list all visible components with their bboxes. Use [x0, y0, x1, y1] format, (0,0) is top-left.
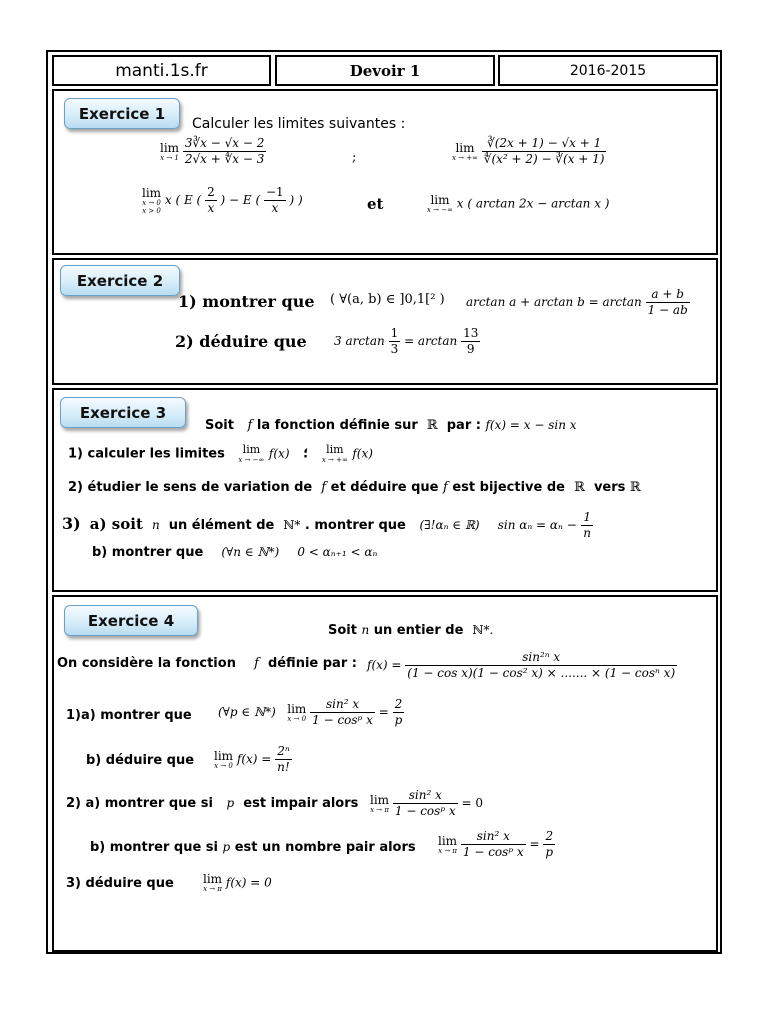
- expression-part: 3 arctan: [334, 334, 385, 348]
- fraction-denominator: n!: [277, 760, 290, 774]
- text-part: b) déduire que: [86, 753, 195, 768]
- ex3-q2: [68, 480, 641, 495]
- lim-subscript: x → π: [370, 805, 389, 814]
- fraction-numerator: 2ⁿ: [275, 744, 292, 760]
- ex3-q1: [68, 444, 373, 464]
- lim-operator: lim: [242, 443, 261, 456]
- expression-part: x ( E (: [164, 193, 202, 207]
- lim-subscript: x → 0: [142, 198, 161, 207]
- expression-part: =: [378, 705, 389, 719]
- lim-operator: lim: [438, 833, 458, 848]
- text-part: et déduire que: [330, 480, 439, 495]
- fraction-denominator: p: [394, 713, 403, 727]
- expression-part: ) ): [289, 193, 303, 207]
- ex4-intro: [328, 623, 493, 638]
- fraction-numerator: sin² x: [393, 788, 458, 804]
- text-part: a) soit: [89, 515, 143, 533]
- separator: ؛: [303, 446, 309, 462]
- math-symbol: p: [226, 796, 235, 810]
- lim-operator: lim: [142, 185, 162, 200]
- text-part: 2) étudier le sens de variation de: [68, 480, 313, 495]
- text-part: b) montrer que si: [90, 840, 218, 855]
- math-symbol: f: [321, 480, 327, 495]
- text-part: Soit: [328, 623, 357, 638]
- math-expression: sin αₙ = αₙ −: [497, 518, 577, 532]
- fraction-numerator: ∛(2x + 1) − √x + 1: [482, 136, 607, 152]
- lim-operator: lim: [203, 872, 223, 886]
- lim-subscript: x → π: [203, 885, 222, 893]
- ex4-function: [367, 650, 677, 681]
- lim-operator: lim: [326, 443, 344, 456]
- site-name: manti.1s.fr: [52, 55, 271, 86]
- expression-part: f(x) =: [367, 658, 402, 672]
- text-part: 3): [62, 514, 81, 533]
- fraction-denominator: 9: [466, 342, 475, 356]
- expression-part: x ( arctan 2x − arctan x ): [456, 196, 610, 211]
- math-expression: f(x): [352, 446, 373, 461]
- math-symbol: p: [222, 840, 231, 854]
- fraction-numerator: 1: [581, 510, 593, 526]
- lim-subscript: x → 0: [287, 714, 307, 723]
- math-symbol: f: [443, 480, 448, 495]
- lim-operator: lim: [430, 193, 450, 207]
- ex4-q1b: [86, 753, 194, 768]
- ex1-limit-4: [427, 194, 610, 214]
- fraction-numerator: 2: [393, 697, 405, 713]
- fraction-numerator: sin² x: [461, 829, 526, 845]
- text-part: définie par :: [267, 656, 357, 671]
- expression-part: arctan a + arctan b = arctan: [466, 295, 642, 309]
- math-symbol: ℕ*.: [472, 623, 494, 637]
- fraction-numerator: −1: [265, 185, 284, 199]
- ex2-q1-equation: [466, 287, 690, 318]
- math-symbol: n: [361, 623, 370, 637]
- text-part: 3) déduire que: [66, 876, 174, 891]
- math-expression: (∀p ∈ ℕ*): [218, 705, 276, 719]
- lim-operator: lim: [287, 701, 307, 716]
- ex4-q1a: [66, 708, 192, 723]
- math-symbol: ℝ: [629, 480, 641, 495]
- ex4-q3-math: [203, 873, 272, 893]
- exercise-1-tag: Exercice 1: [64, 98, 180, 129]
- lim-subscript: x → +∞: [321, 456, 348, 464]
- math-expression: f(x) = x − sin x: [485, 418, 577, 432]
- school-year: 2016-2015: [498, 55, 718, 86]
- fraction-denominator: 2√x + ∜x − 3: [184, 152, 265, 166]
- document-title: Devoir 1: [275, 55, 495, 86]
- text-part: est bijective de: [452, 480, 565, 495]
- fraction-denominator: 1 − ab: [647, 303, 688, 317]
- math-expression: 0 < αₙ₊₁ < αₙ: [297, 545, 378, 559]
- ex1-limit-2: [452, 136, 606, 167]
- math-symbol: ℝ: [574, 480, 585, 495]
- lim-operator: lim: [455, 140, 475, 155]
- fraction-denominator: n: [583, 526, 592, 540]
- exercise-4-box: [52, 595, 718, 952]
- math-symbol: ℝ: [426, 418, 438, 433]
- exercise-2-tag: Exercice 2: [60, 265, 180, 296]
- fraction-numerator: 13: [463, 326, 479, 340]
- fraction-denominator: x: [207, 201, 215, 215]
- lim-operator: lim: [214, 748, 234, 763]
- fraction-denominator: ∜(x² + 2) − ∛(x + 1): [483, 152, 605, 166]
- ex1-limit-1: [160, 136, 266, 167]
- text-part: par :: [446, 418, 481, 433]
- ex1-separator: ;: [352, 150, 357, 165]
- ex4-q2a: [66, 796, 358, 811]
- ex4-q2b: [90, 840, 416, 855]
- lim-subscript: x → 0: [214, 761, 233, 770]
- expression-part: =: [529, 837, 540, 851]
- fraction-denominator: 1 − cosᵖ x: [394, 804, 456, 818]
- text-part: la fonction définie sur: [256, 418, 418, 433]
- fraction-numerator: 2: [543, 829, 555, 845]
- lim-subscript: x → −∞: [238, 456, 265, 464]
- text-part: vers: [593, 480, 626, 495]
- fraction-numerator: 2: [207, 185, 215, 199]
- text-part: 2) a) montrer que si: [66, 796, 213, 811]
- fraction-denominator: 3: [390, 342, 399, 356]
- lim-subscript: x → 1: [160, 153, 179, 162]
- fraction-denominator: x: [271, 201, 279, 215]
- text-part: 1)a) montrer que: [66, 708, 192, 723]
- ex3-q3b: [92, 545, 377, 560]
- fraction-denominator: (1 − cos x)(1 − cos² x) × ....... × (1 − cosⁿ x): [407, 666, 676, 680]
- fraction-denominator: 1 − cosᵖ x: [312, 713, 373, 727]
- lim-subscript: x → −∞: [427, 206, 453, 214]
- fraction-numerator: 1: [390, 326, 399, 340]
- fraction-numerator: a + b: [646, 287, 690, 303]
- ex1-and: et: [367, 195, 384, 213]
- text-part: . montrer que: [304, 518, 406, 533]
- ex1-limit-3: [142, 185, 303, 216]
- lim-subscript: x → +∞: [452, 153, 478, 162]
- exercise-4-tag: Exercice 4: [64, 605, 198, 636]
- ex4-q2b-math: [438, 829, 555, 860]
- expression-part: = 0: [461, 796, 484, 810]
- text-part: On considère la fonction: [57, 656, 236, 671]
- text-part: Soit: [205, 418, 234, 433]
- text-part: b) montrer que: [92, 545, 204, 560]
- ex4-q3: [66, 876, 174, 891]
- text-part: un entier de: [373, 623, 464, 638]
- lim-operator: lim: [370, 792, 390, 807]
- math-symbol: n: [151, 518, 160, 532]
- text-part: un élément de: [168, 518, 275, 533]
- ex2-q1-quantifier: ( ∀(a, b) ∈ ]0,1[² ): [330, 292, 445, 307]
- expression-part: = arctan: [404, 334, 458, 348]
- ex2-q2-equation: [334, 326, 480, 357]
- lim-subscript: x → π: [438, 846, 457, 855]
- ex4-q1a-math: [218, 697, 404, 728]
- fraction-denominator: 1 − cosᵖ x: [462, 845, 524, 859]
- expression-part: f(x) = 0: [225, 875, 272, 890]
- ex4-q1b-math: [214, 744, 292, 775]
- math-expression: f(x): [268, 446, 290, 461]
- text-part: est impair alors: [243, 796, 359, 811]
- lim-subscript: x > 0: [142, 206, 161, 215]
- text-part: 1) calculer les limites: [68, 446, 225, 462]
- fraction-denominator: p: [545, 845, 554, 859]
- ex4-q2a-math: [370, 788, 483, 819]
- ex3-q3a: [62, 510, 593, 541]
- fraction-numerator: 3∛x − √x − 2: [184, 136, 265, 150]
- ex4-definition: [57, 656, 357, 671]
- expression-part: f(x) =: [236, 752, 272, 766]
- fraction-numerator: sin²ⁿ x: [405, 650, 677, 666]
- ex2-q2-label: 2) déduire que: [175, 332, 307, 351]
- exercise-3-tag: Exercice 3: [60, 397, 186, 428]
- math-symbol: ℕ*: [283, 518, 301, 532]
- ex3-intro: [205, 418, 577, 433]
- exercise-1-intro: Calculer les limites suivantes :: [192, 116, 406, 132]
- text-part: est un nombre pair alors: [234, 840, 416, 855]
- expression-part: ) − E (: [220, 193, 261, 207]
- fraction-numerator: sin² x: [310, 697, 375, 713]
- ex2-q1-label: 1) montrer que: [178, 292, 315, 311]
- math-expression: (∃!αₙ ∈ ℝ): [419, 518, 480, 532]
- lim-operator: lim: [160, 140, 180, 155]
- math-expression: (∀n ∈ ℕ*): [221, 545, 280, 559]
- math-symbol: f: [254, 656, 259, 671]
- math-symbol: f: [247, 418, 253, 433]
